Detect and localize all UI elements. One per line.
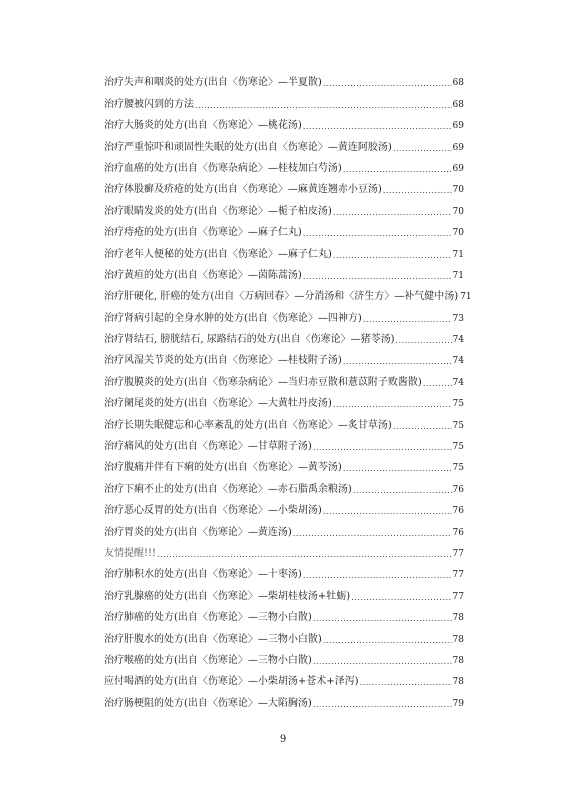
toc-entry-title: 治疗大肠炎的处方(出自〈伤寒论〉—桃花汤) [104,120,302,132]
toc-entry[interactable] [104,496,464,517]
toc-entry[interactable] [104,303,464,324]
toc-entry-title: 治疗腰被闪到的方法 [104,98,194,110]
toc-entry[interactable] [104,603,464,624]
toc-entry-page: 76 [452,484,464,495]
toc-entry-page: 74 [452,335,464,346]
toc-entry[interactable] [104,539,464,560]
toc-entry[interactable] [104,646,464,667]
toc-leader-dots [323,79,452,89]
toc-entry-title: 治疗下痢不止的处方(出自〈伤寒论〉—赤石脂禹余粮汤) [104,483,352,495]
toc-leader-dots [195,101,452,111]
toc-entry-title: 治疗体股癣及疥疮的处方(出自〈伤寒论〉—麻黄连翘赤小豆汤) [104,184,382,196]
table-of-contents [104,68,472,710]
toc-entry[interactable] [104,239,464,260]
toc-leader-dots [323,507,452,517]
toc-entry-page: 77 [452,548,464,559]
toc-leader-dots [393,422,452,432]
toc-entry[interactable] [104,560,464,581]
toc-entry-page: 70 [452,206,464,217]
toc-leader-dots [393,144,452,154]
toc-entry-title: 治疗黄疸的处方(出自〈伤寒论〉—茵陈蒿汤) [104,269,302,281]
toc-entry-title: 治疗失声和咽炎的处方(出自〈伤寒论〉—半夏散) [104,77,322,89]
toc-leader-dots [313,657,452,667]
toc-entry[interactable] [104,581,464,602]
toc-entry[interactable] [104,367,464,388]
toc-entry-page: 71 [452,249,464,260]
toc-entry-title: 治疗喉癌的处方(出自〈伤寒论〉—三物小白散) [104,654,312,666]
toc-entry-title: 治疗肾结石, 膀胱结石, 尿路结石的处方(出自〈伤寒论〉—猪苓汤) [104,334,395,346]
toc-entry[interactable] [104,175,464,196]
toc-entry[interactable] [104,453,464,474]
toc-entry-title: 治疗肝腹水的处方(出自〈伤寒论〉—三物小白散) [104,633,322,645]
toc-entry-title: 治疗胃炎的处方(出自〈伤寒论〉—黄连汤) [104,526,292,538]
toc-leader-dots [343,464,452,474]
toc-entry[interactable] [104,688,464,709]
toc-leader-dots [363,315,452,325]
toc-entry-page: 78 [452,655,464,666]
toc-entry[interactable] [104,325,464,346]
toc-entry-title: 友情提醒!!! [104,547,157,559]
toc-entry-title: 治疗血癌的处方(出自〈伤寒杂病论〉—桂枝加白芍汤) [104,162,342,174]
toc-leader-dots [396,336,452,346]
toc-entry[interactable] [104,517,464,538]
toc-leader-dots [423,379,452,389]
toc-entry-page: 74 [452,377,464,388]
toc-leader-dots [333,400,452,410]
toc-entry-title: 治疗风湿关节炎的处方(出自〈伤寒论〉—桂枝附子汤) [104,355,342,367]
toc-entry-title: 治疗肝硬化, 肝癌的处方(出自〈万病回春〉—分消汤和〈济生方〉—补气健中汤) [104,291,459,303]
toc-entry-title: 治疗肺癌的处方(出自〈伤寒论〉—三物小白散) [104,612,312,624]
toc-leader-dots [303,571,452,581]
toc-entry-title: 治疗肠梗阻的处方(出自〈伤寒论〉—大陷胸汤) [104,697,312,709]
toc-entry-page: 75 [452,463,464,474]
toc-entry-title: 治疗腹痛并伴有下痢的处方(出自〈伤寒论〉—黄芩汤) [104,462,342,474]
toc-entry-page: 71 [452,270,464,281]
toc-entry[interactable] [104,389,464,410]
toc-entry-page: 76 [452,527,464,538]
toc-entry-page: 78 [452,677,464,688]
toc-entry[interactable] [104,196,464,217]
toc-leader-dots [313,614,452,624]
toc-leader-dots [323,636,452,646]
toc-entry-title: 治疗肺积水的处方(出自〈伤寒论〉—十枣汤) [104,569,302,581]
toc-entry-page: 74 [452,356,464,367]
toc-leader-dots [343,357,452,367]
toc-entry[interactable] [104,111,464,132]
toc-entry[interactable] [104,432,464,453]
toc-leader-dots [343,165,452,175]
toc-leader-dots [360,678,452,688]
toc-entry-title: 治疗乳腺癌的处方(出自〈伤寒论〉—柴胡桂枝汤+牡蛎) [104,590,351,602]
toc-entry-page: 77 [452,570,464,581]
toc-entry-page: 78 [452,613,464,624]
toc-entry-page: 79 [452,698,464,709]
toc-entry[interactable] [104,474,464,495]
toc-leader-dots [313,443,452,453]
toc-entry-page: 73 [452,313,464,324]
toc-entry[interactable] [104,667,464,688]
toc-entry-page: 69 [452,121,464,132]
toc-entry-page: 70 [452,185,464,196]
toc-entry-page: 75 [452,442,464,453]
toc-entry[interactable] [104,282,472,303]
toc-entry[interactable] [104,89,464,110]
toc-entry-title: 治疗恶心反胃的处方(出自〈伤寒论〉—小柴胡汤) [104,505,322,517]
toc-entry-title: 治疗长期失眠健忘和心率紊乱的处方(出自〈伤寒论〉—炙甘草汤) [104,419,392,431]
toc-entry-title: 治疗阑尾炎的处方(出自〈伤寒论〉—大黄牡丹皮汤) [104,398,332,410]
toc-entry-page: 71 [460,292,472,303]
toc-leader-dots [383,186,452,196]
toc-entry-title: 应付喝酒的处方(出自〈伤寒论〉—小柴胡汤+苍术+泽泻) [104,676,359,688]
toc-entry-title: 治疗严重惊吓和顽固性失眠的处方(出自〈伤寒论〉—黄连阿胶汤) [104,141,392,153]
toc-entry-page: 70 [452,228,464,239]
toc-entry-title: 治疗肾病引起的全身水肿的处方(出自〈伤寒论〉—四神方) [104,312,362,324]
toc-entry-page: 69 [452,163,464,174]
toc-leader-dots [303,122,452,132]
toc-entry-title: 治疗眼睛发炎的处方(出自〈伤寒论〉—栀子柏皮汤) [104,205,332,217]
toc-entry[interactable] [104,624,464,645]
toc-entry-title: 治疗痛风的处方(出自〈伤寒论〉—甘草附子汤) [104,441,312,453]
toc-entry-page: 77 [452,591,464,602]
toc-entry-page: 76 [452,506,464,517]
toc-entry-title: 治疗腹膜炎的处方(出自〈伤寒杂病论〉—当归赤豆散和薏苡附子败酱散) [104,376,422,388]
toc-leader-dots [303,229,452,239]
toc-entry-page: 68 [452,78,464,89]
toc-leader-dots [293,529,452,539]
toc-leader-dots [333,208,452,218]
page-number: 9 [279,734,287,745]
toc-entry[interactable] [104,261,464,282]
toc-leader-dots [303,272,452,282]
toc-entry[interactable] [104,218,464,239]
toc-entry[interactable] [104,68,464,89]
toc-entry-page: 68 [452,99,464,110]
toc-entry[interactable] [104,410,464,431]
toc-leader-dots [313,700,452,710]
toc-entry[interactable] [104,346,464,367]
toc-entry-page: 69 [452,142,464,153]
toc-entry-page: 78 [452,634,464,645]
toc-entry-title: 治疗痔疮的处方(出自〈伤寒论〉—麻子仁丸) [104,227,302,239]
toc-entry-title: 治疗老年人便秘的处方(出自〈伤寒论〉—麻子仁丸) [104,248,332,260]
toc-entry[interactable] [104,154,464,175]
toc-entry[interactable] [104,132,464,153]
toc-entry-page: 75 [452,420,464,431]
toc-entry-page: 75 [452,399,464,410]
toc-leader-dots [351,593,451,603]
toc-leader-dots [157,550,451,560]
toc-leader-dots [333,251,452,261]
toc-leader-dots [353,486,452,496]
